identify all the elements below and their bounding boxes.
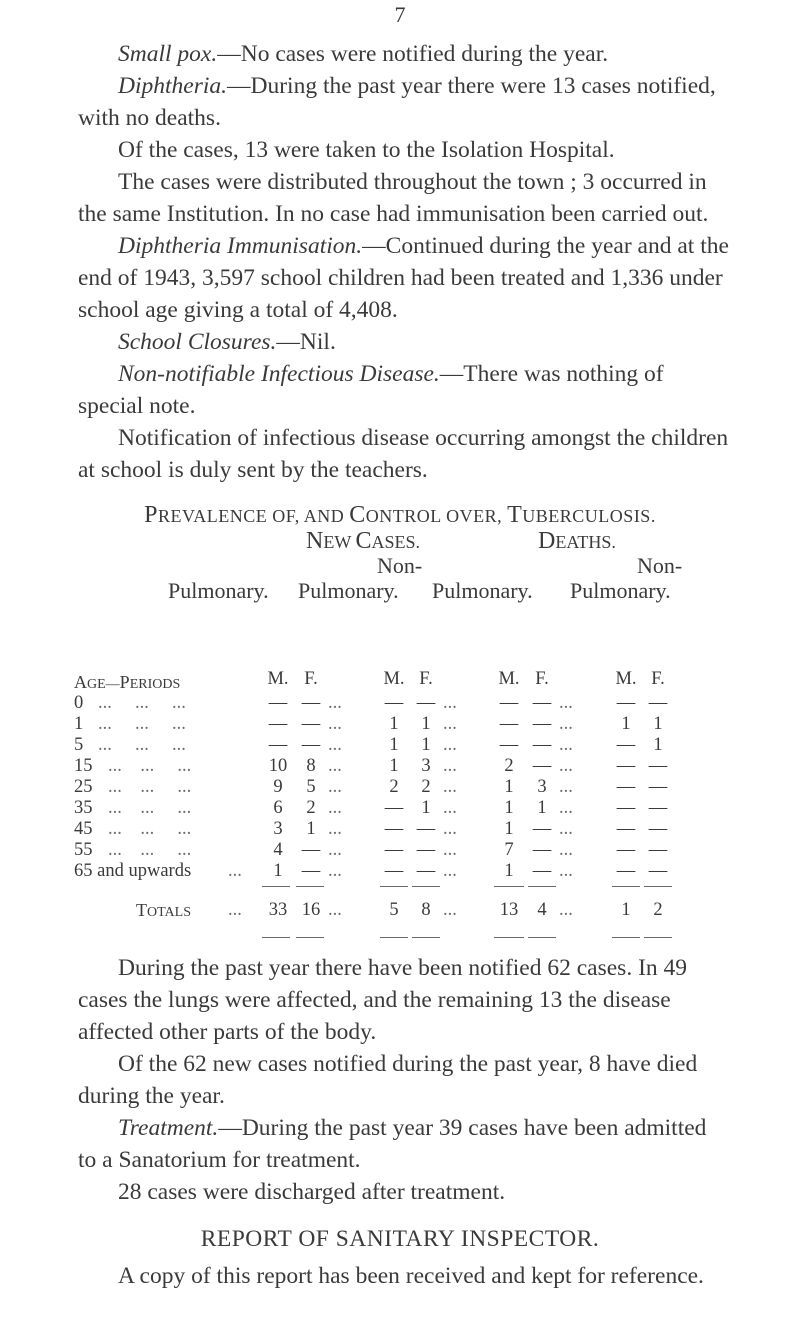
value-cell: 1 [621, 714, 631, 734]
value-cell: — [384, 693, 404, 713]
value-cell: — [268, 714, 288, 734]
table-rule [612, 886, 640, 887]
value-cell: — [416, 819, 436, 839]
value-cell: 7 [504, 840, 514, 860]
paragraph-label: Diphtheria Immunisation. [118, 233, 363, 259]
non-label: Non- [637, 553, 683, 578]
isolation-paragraph [78, 134, 730, 166]
value-cell: 1 [504, 861, 514, 881]
value-cell: 1 [504, 798, 514, 818]
value-cell: — [532, 861, 552, 881]
value-cell: 1 [504, 819, 514, 839]
table-row [74, 798, 738, 819]
value-cell: — [301, 840, 321, 860]
table-rule [380, 886, 408, 887]
paragraph-text: —Continued during the year and at the end of 1943, 3,597 school children had been treated and 1,336 under school age giving a total of 4,408. [78, 233, 729, 323]
value-cell: — [384, 861, 404, 881]
value-cell: — [532, 693, 552, 713]
dot-leader: ... [228, 900, 242, 920]
paragraph-label: School Closures. [118, 329, 277, 355]
value-cell: — [301, 714, 321, 734]
totals-row [78, 900, 738, 921]
value-cell: — [384, 840, 404, 860]
value-cell: — [648, 798, 668, 818]
sex-header: M. [383, 669, 405, 689]
report-heading: REPORT OF SANITARY INSPECTOR. [200, 1226, 600, 1252]
table-rule [494, 937, 524, 938]
dot-leader: ... [328, 777, 342, 797]
dot-leader: ... ... ... [108, 798, 192, 818]
value-cell: 1 [421, 798, 431, 818]
value-cell: 2 [504, 756, 514, 776]
value-cell: — [648, 777, 668, 797]
paragraph-text: —There was nothing of special note. [78, 361, 664, 419]
dot-leader: ... [443, 735, 457, 755]
final-paragraph [78, 1260, 730, 1292]
value-cell: 1 [389, 714, 399, 734]
value-cell: 3 [537, 777, 547, 797]
table-row [74, 840, 738, 861]
tuberculosis-table [74, 669, 738, 921]
dot-leader: ... ... ... [108, 840, 192, 860]
dot-leader: ... [559, 819, 573, 839]
value-cell: — [648, 840, 668, 860]
new-cases-header: NEW CASES. [306, 528, 421, 554]
value-cell: — [499, 693, 519, 713]
value-cell: — [648, 861, 668, 881]
age-cell: 55 [74, 840, 93, 860]
table-row [74, 714, 738, 735]
value-cell: — [532, 714, 552, 734]
table-rule [528, 937, 556, 938]
dot-leader: ... [443, 798, 457, 818]
value-cell: 1 [306, 819, 316, 839]
total-cell: 13 [499, 900, 519, 920]
value-cell: 9 [273, 777, 283, 797]
paragraph-text: The cases were distributed throughout the town ; 3 occurred in the same Institution. In no case had immunisation been carried out. [78, 169, 709, 227]
value-cell: 1 [389, 756, 399, 776]
total-cell: 16 [301, 900, 321, 920]
dot-leader: ... [443, 714, 457, 734]
dot-leader: ... [443, 861, 457, 881]
dot-leader: ... [559, 861, 573, 881]
dot-leader: ... [328, 693, 342, 713]
value-cell: — [648, 693, 668, 713]
discharged-paragraph [78, 1176, 730, 1208]
dot-leader: ... [559, 735, 573, 755]
value-cell: — [532, 840, 552, 860]
table-rule [644, 937, 672, 938]
table-row [74, 861, 738, 882]
notification-paragraph [78, 422, 730, 486]
pulmonary-label: Pulmonary. [168, 578, 269, 603]
dot-leader: ... [228, 861, 242, 881]
paragraph-label: Diphtheria. [118, 73, 228, 99]
table-row [74, 777, 738, 798]
table-rule [380, 937, 408, 938]
table-row [74, 819, 738, 840]
dot-leader: ... ... ... [108, 756, 192, 776]
value-cell: 3 [273, 819, 283, 839]
dot-leader: ... [559, 756, 573, 776]
value-cell: 2 [421, 777, 431, 797]
dot-leader: ... [443, 900, 457, 920]
value-cell: — [616, 777, 636, 797]
age-cell: 35 [74, 798, 93, 818]
sex-header: F. [304, 669, 318, 689]
value-cell: 1 [421, 714, 431, 734]
value-cell: — [648, 756, 668, 776]
pulmonary-label: Pulmonary. [298, 578, 399, 603]
dot-leader: ... [559, 900, 573, 920]
age-cell: 45 [74, 819, 93, 839]
sex-header: F. [651, 669, 665, 689]
table-rule [412, 937, 440, 938]
tb-section-title: PREVALENCE OF, AND CONTROL OVER, TUBERCULOSIS. [144, 502, 656, 528]
total-cell: 4 [537, 900, 547, 920]
table-header-row [74, 669, 738, 693]
dot-leader: ... [328, 714, 342, 734]
page-number: 7 [394, 2, 406, 27]
sex-header: F. [535, 669, 549, 689]
value-cell: — [268, 693, 288, 713]
value-cell: 5 [306, 777, 316, 797]
value-cell: 6 [273, 798, 283, 818]
value-cell: 1 [389, 735, 399, 755]
value-cell: — [532, 756, 552, 776]
paragraph-text: —Nil. [276, 329, 336, 355]
value-cell: — [532, 819, 552, 839]
paragraph-label: Treatment. [118, 1115, 219, 1141]
value-cell: — [301, 735, 321, 755]
total-cell: 2 [653, 900, 663, 920]
table-rule [262, 886, 290, 887]
paragraph-text: —During the past year 39 cases have been admitted to a Sanatorium for treatment. [78, 1115, 707, 1173]
value-cell: — [384, 798, 404, 818]
total-cell: 8 [421, 900, 431, 920]
value-cell: 1 [653, 714, 663, 734]
total-cell: 1 [621, 900, 631, 920]
value-cell: — [499, 735, 519, 755]
value-cell: — [616, 798, 636, 818]
table-rule [412, 886, 440, 887]
sex-header: M. [615, 669, 637, 689]
dot-leader: ... ... ... [98, 735, 186, 755]
value-cell: — [616, 819, 636, 839]
paragraph-text: —During the past year there were 13 cases notified, with no deaths. [78, 73, 716, 131]
value-cell: — [384, 819, 404, 839]
dot-leader: ... [443, 693, 457, 713]
smallpox-paragraph [78, 38, 730, 70]
sex-header: F. [419, 669, 433, 689]
value-cell: 2 [306, 798, 316, 818]
value-cell: — [416, 693, 436, 713]
deaths-paragraph [78, 1048, 730, 1112]
dot-leader: ... ... ... [98, 714, 186, 734]
total-cell: 33 [268, 900, 288, 920]
table-row [74, 756, 738, 777]
value-cell: — [532, 735, 552, 755]
value-cell: — [416, 861, 436, 881]
value-cell: — [301, 693, 321, 713]
pulmonary-label: Pulmonary. [432, 578, 533, 603]
age-cell: 0 [74, 693, 84, 713]
paragraph-text: During the past year there have been notified 62 cases. In 49 cases the lungs were affected, and the remaining 13 the disease affected other parts of the body. [78, 955, 688, 1045]
value-cell: 1 [537, 798, 547, 818]
non-label: Non- [377, 553, 423, 578]
paragraph-label: Small pox. [118, 41, 218, 67]
dot-leader: ... [443, 840, 457, 860]
age-cell: 25 [74, 777, 93, 797]
table-rule [296, 886, 324, 887]
dot-leader: ... [328, 861, 342, 881]
value-cell: — [648, 819, 668, 839]
dot-leader: ... [559, 693, 573, 713]
value-cell: 1 [421, 735, 431, 755]
paragraph-text: Of the cases, 13 were taken to the Isolation Hospital. [118, 137, 615, 163]
value-cell: 10 [268, 756, 288, 776]
paragraph-label: Non-notifiable Infectious Disease. [118, 361, 440, 387]
table-rule [528, 886, 556, 887]
total-cell: 5 [389, 900, 399, 920]
value-cell: 4 [273, 840, 283, 860]
table-rule [612, 937, 640, 938]
value-cell: — [268, 735, 288, 755]
value-cell: 1 [653, 735, 663, 755]
dot-leader: ... [328, 798, 342, 818]
immunisation-paragraph [78, 230, 730, 326]
table-rule [262, 937, 290, 938]
dot-leader: ... ... ... [98, 693, 186, 713]
school-closures-paragraph [78, 326, 730, 358]
age-cell: 1 [74, 714, 84, 734]
value-cell: — [416, 840, 436, 860]
non-notifiable-paragraph [78, 358, 730, 422]
value-cell: — [301, 861, 321, 881]
diphtheria-paragraph [78, 70, 730, 134]
cases-notified-paragraph [78, 952, 730, 1048]
dot-leader: ... ... ... [108, 777, 192, 797]
table-rule [644, 886, 672, 887]
value-cell: 3 [421, 756, 431, 776]
value-cell: — [616, 861, 636, 881]
age-cell: 5 [74, 735, 84, 755]
table-row [74, 693, 738, 714]
dot-leader: ... [328, 756, 342, 776]
deaths-header: DEATHS. [538, 528, 616, 554]
value-cell: — [616, 756, 636, 776]
sex-header: M. [267, 669, 289, 689]
paragraph-text: Notification of infectious disease occurring amongst the children at school is duly sent by the teachers. [78, 425, 729, 483]
dot-leader: ... [328, 819, 342, 839]
dot-leader: ... [559, 777, 573, 797]
pulmonary-label: Pulmonary. [570, 578, 671, 603]
distribution-paragraph [78, 166, 730, 230]
value-cell: 8 [306, 756, 316, 776]
dot-leader: ... [559, 714, 573, 734]
value-cell: — [616, 693, 636, 713]
value-cell: — [616, 735, 636, 755]
paragraph-text: —No cases were notified during the year. [217, 41, 609, 67]
dot-leader: ... [443, 777, 457, 797]
value-cell: 1 [504, 777, 514, 797]
value-cell: 1 [273, 861, 283, 881]
value-cell: — [499, 714, 519, 734]
totals-label: TOTALS [136, 900, 191, 920]
dot-leader: ... [328, 900, 342, 920]
dot-leader: ... [443, 819, 457, 839]
dot-leader: ... [443, 756, 457, 776]
table-rule [494, 886, 524, 887]
sex-header: M. [498, 669, 520, 689]
paragraph-text: Of the 62 new cases notified during the past year, 8 have died during the year. [78, 1051, 698, 1109]
paragraph-text: A copy of this report has been received and kept for reference. [118, 1263, 704, 1289]
treatment-paragraph [78, 1112, 730, 1176]
dot-leader: ... [328, 735, 342, 755]
dot-leader: ... [328, 840, 342, 860]
age-cell: 65 and upwards [74, 861, 192, 881]
value-cell: — [616, 840, 636, 860]
table-rule [296, 937, 324, 938]
dot-leader: ... [559, 840, 573, 860]
dot-leader: ... ... ... [108, 819, 192, 839]
age-periods-header: AGE—PERIODS [74, 672, 181, 692]
dot-leader: ... [559, 798, 573, 818]
age-cell: 15 [74, 756, 93, 776]
value-cell: 2 [389, 777, 399, 797]
paragraph-text: 28 cases were discharged after treatment. [118, 1179, 506, 1205]
table-row [74, 735, 738, 756]
